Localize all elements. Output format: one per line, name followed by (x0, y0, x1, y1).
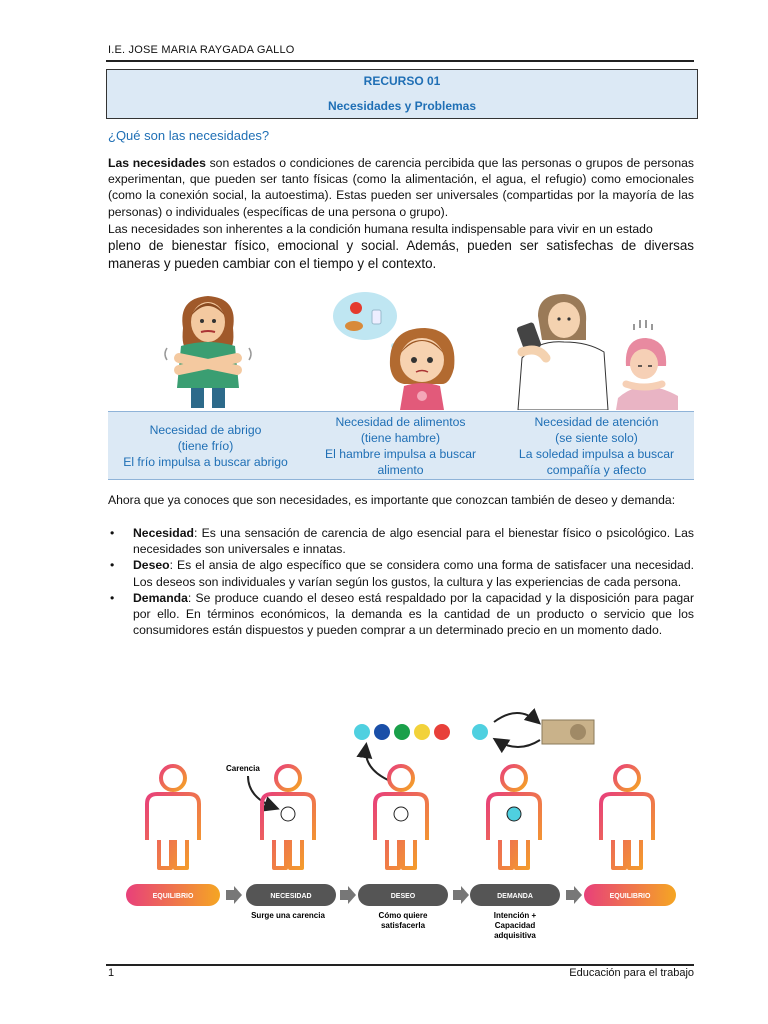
arrow-right-icon (226, 886, 242, 904)
header-rule (106, 60, 694, 62)
list-item (108, 557, 694, 589)
list-item (108, 525, 694, 557)
chosen-circle (472, 724, 488, 740)
caption-necesidad: Surge una carencia (251, 911, 325, 920)
title-box (106, 69, 698, 119)
need-shelter-cell (108, 412, 303, 479)
option-circle (414, 724, 430, 740)
bullet-icon: • (110, 590, 115, 605)
school-header: I.E. JOSE MARIA RAYGADA GALLO (108, 44, 295, 56)
definitions-list (108, 525, 694, 638)
paragraph-definition (108, 155, 694, 220)
stage-label: DEMANDA (497, 893, 533, 900)
need-drive: El hambre impulsa a buscar alimento (324, 446, 477, 477)
exchange-arrow-top (494, 713, 538, 722)
need-drive: La soledad impulsa a buscar compañía y afecto (518, 446, 675, 477)
arrow-right-icon (566, 886, 582, 904)
section-question: ¿Qué son las necesidades? (108, 128, 270, 143)
footer-rule (106, 964, 694, 966)
need-state: (tiene hambre) (360, 430, 441, 445)
resource-number: RECURSO 01 (363, 74, 441, 88)
paragraph-wellbeing: pleno de bienestar físico, emocional y social. Además, pueden ser satisfechas de diversas maneras y pueden cambiar con el tiempo y el contexto. (108, 238, 694, 271)
bold-term: Las necesidades (108, 156, 206, 170)
person-icon (147, 766, 199, 868)
paragraph-inherent: Las necesidades son inherentes a la condición humana resulta indispensable para vivir en un estado (108, 222, 653, 236)
banknote-portrait-icon (570, 724, 586, 740)
caption-line: Capacidad (494, 921, 536, 930)
need-drive: El frío impulsa a buscar abrigo (123, 454, 288, 469)
stage-pills (126, 884, 676, 906)
option-circle (354, 724, 370, 740)
person-icon (262, 766, 314, 868)
need-title: Necesidad de abrigo (149, 422, 262, 437)
resource-title: Necesidades y Problemas (327, 99, 477, 113)
banknote-icon (542, 720, 594, 744)
stage-captions (251, 911, 536, 940)
term-text: : Se produce cuando el deseo está respaldado por la capacidad y la disposición para pagar por ello. En términos económicos, la demanda es la cantidad de un producto o servicio que los consumidores están dispuestos y pueden comprar a un determinado precio en un momento dado. (133, 590, 694, 638)
person-icon (601, 766, 653, 868)
need-desire-demand-diagram (108, 708, 694, 958)
need-indicator-icon (394, 807, 408, 821)
stage-label: EQUILIBRIO (609, 893, 651, 900)
caption-line: Intención + (493, 911, 537, 920)
term-label: Demanda (133, 590, 188, 605)
need-state: (se siente solo) (555, 430, 638, 445)
person-icon (375, 766, 427, 868)
stage-label: NECESIDAD (270, 893, 312, 900)
desire-options-circles (354, 724, 450, 740)
need-state: (tiene frío) (177, 438, 234, 453)
carencia-label: Carencia (226, 764, 260, 773)
term-text: : Es el ansia de algo específico que se considera como una forma de satisfacer una necesidad. Los deseos son individuales y varían según los gustos, la cultura y las experiencias de cada persona. (133, 558, 694, 589)
option-circle (394, 724, 410, 740)
lonely-girl-illustration (508, 288, 694, 410)
caption-line: adquisitiva (494, 931, 536, 940)
hungry-girl-illustration (330, 288, 470, 410)
desire-arrow (366, 746, 388, 780)
term-label: Necesidad (133, 526, 194, 540)
option-circle (434, 724, 450, 740)
person-icon (488, 766, 540, 868)
cold-girl-illustration (153, 288, 263, 410)
caption-line: Cómo quiere (378, 911, 428, 920)
term-label: Deseo (133, 558, 170, 573)
intro-desire-demand: Ahora que ya conoces que son necesidades, es importante que conozcan también de deseo y demanda: (108, 493, 676, 507)
caption-deseo (379, 911, 428, 930)
person-figures (147, 766, 653, 868)
stage-label: DESEO (390, 893, 416, 900)
bullet-icon: • (110, 558, 115, 573)
term-text: : Es una sensación de carencia de algo esencial para el bienestar físico o psicológico. Las necesidades son universales e innatas. (133, 526, 694, 557)
need-title: Necesidad de atención (534, 414, 659, 429)
course-name: Educación para el trabajo (569, 967, 694, 979)
need-indicator-icon (507, 807, 521, 821)
stage-label: EQUILIBRIO (152, 893, 194, 900)
needs-table (108, 411, 694, 480)
need-title: Necesidad de alimentos (335, 414, 466, 429)
exchange-arrow-bottom (496, 740, 540, 747)
need-indicator-icon (281, 807, 295, 821)
definition-text: son estados o condiciones de carencia percibida que las personas o grupos de personas experimentan, que pueden ser tanto físicas (como la alimentación, el agua, el refugio) como emocionales (como la conexión social, la autoestima). Estas pueden ser universales (compartidas por la mayoría de las personas) o individuales (específicas de una persona o grupo). (108, 156, 694, 219)
need-illustrations (108, 288, 694, 410)
bullet-icon: • (110, 526, 115, 540)
need-attention-cell (499, 412, 694, 479)
caption-line: satisfacerla (380, 921, 426, 930)
arrow-right-icon (340, 886, 356, 904)
list-item (108, 590, 694, 639)
caption-demanda (494, 911, 537, 940)
arrow-right-icon (453, 886, 469, 904)
page-number: 1 (108, 967, 115, 979)
need-food-cell (303, 412, 498, 479)
option-circle (374, 724, 390, 740)
